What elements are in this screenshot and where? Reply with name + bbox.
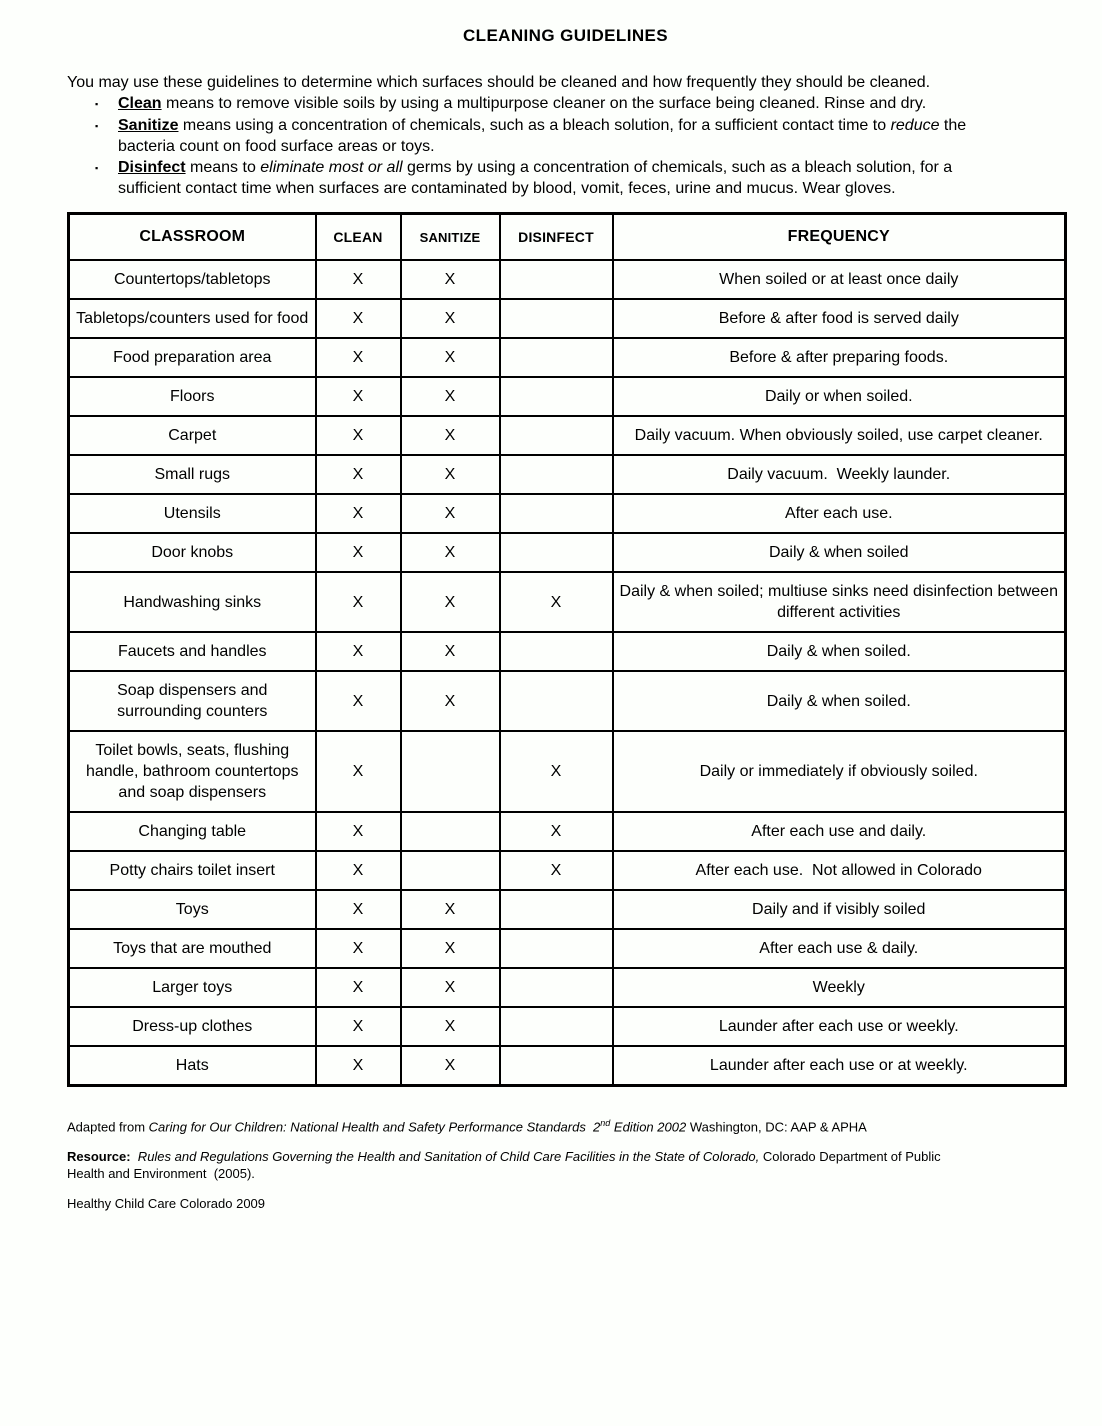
cell-clean: X [316, 377, 401, 416]
cell-clean: X [316, 260, 401, 299]
table-row [69, 812, 1066, 851]
credit-line: Healthy Child Care Colorado 2009 [67, 1196, 266, 1212]
bullet-square-icon: ▪ [95, 121, 99, 131]
cell-sanitize: X [401, 299, 500, 338]
table-header [69, 214, 1066, 261]
cell-disinfect [500, 260, 613, 299]
adapted-edition-superscript: nd [600, 1118, 611, 1128]
cell-frequency: Daily & when soiled [613, 533, 1066, 572]
resource-note [67, 1148, 972, 1182]
definition-body-rest: germs by using a concentration of chemicals, such as a bleach solution, for a sufficient contact time when surfaces are contaminated by blood, vomit, feces, urine and mucus. Wear gloves. [118, 159, 953, 197]
table-row [69, 1007, 1066, 1046]
cell-clean: X [316, 533, 401, 572]
bullet-square-icon: ▪ [95, 99, 99, 109]
cell-frequency: Daily and if visibly soiled [613, 890, 1066, 929]
cell-sanitize: X [401, 632, 500, 671]
cell-surface: Small rugs [69, 455, 316, 494]
table-row [69, 890, 1066, 929]
cell-disinfect [500, 299, 613, 338]
cell-clean: X [316, 890, 401, 929]
adapted-edition: Edition 2002 [610, 1119, 687, 1135]
cell-surface: Larger toys [69, 968, 316, 1007]
header-disinfect: DISINFECT [500, 214, 613, 261]
cell-sanitize: X [401, 929, 500, 968]
table-row [69, 533, 1066, 572]
cell-disinfect [500, 632, 613, 671]
table-body [69, 260, 1066, 1086]
cell-sanitize: X [401, 533, 500, 572]
definition-item-disinfect [95, 157, 1000, 199]
page-title: CLEANING GUIDELINES [462, 26, 668, 45]
cell-surface: Soap dispensers and surrounding counters [69, 671, 316, 731]
table-row [69, 377, 1066, 416]
cell-disinfect [500, 671, 613, 731]
cell-frequency: After each use and daily. [613, 812, 1066, 851]
adapted-prefix: Adapted from [67, 1119, 149, 1135]
table-row [69, 338, 1066, 377]
cell-disinfect [500, 416, 613, 455]
cell-disinfect [500, 1046, 613, 1086]
definition-item-clean [95, 93, 1000, 115]
resource-publisher: Colorado Department of Public Health and Environment (2005). [67, 1149, 945, 1182]
cell-sanitize: X [401, 1007, 500, 1046]
adapted-source-title: Caring for Our Children: National Health and Safety Performance Standards 2 [148, 1119, 601, 1135]
cell-clean: X [316, 338, 401, 377]
cell-sanitize: X [401, 494, 500, 533]
cell-surface: Hats [69, 1046, 316, 1086]
definition-text [118, 157, 1000, 199]
cell-sanitize: X [401, 1046, 500, 1086]
cell-clean: X [316, 1007, 401, 1046]
table-row [69, 968, 1066, 1007]
table-row [69, 494, 1066, 533]
cell-frequency: Before & after food is served daily [613, 299, 1066, 338]
cell-frequency: When soiled or at least once daily [613, 260, 1066, 299]
cell-surface: Toys that are mouthed [69, 929, 316, 968]
cell-frequency: Daily & when soiled; multiuse sinks need disinfection between different activities [613, 572, 1066, 632]
cell-sanitize: X [401, 338, 500, 377]
adapted-publisher: Washington, DC: AAP & APHA [686, 1119, 867, 1135]
cell-clean: X [316, 416, 401, 455]
cell-surface: Dress-up clothes [69, 1007, 316, 1046]
cell-disinfect [500, 968, 613, 1007]
cell-disinfect [500, 929, 613, 968]
cell-sanitize: X [401, 572, 500, 632]
table-row [69, 299, 1066, 338]
cell-surface: Utensils [69, 494, 316, 533]
cell-sanitize: X [401, 377, 500, 416]
cell-frequency: After each use. [613, 494, 1066, 533]
table-row [69, 572, 1066, 632]
cell-frequency: After each use. Not allowed in Colorado [613, 851, 1066, 890]
definition-body-rest: the bacteria count on food surface areas or toys. [118, 117, 967, 155]
header-sanitize: SANITIZE [401, 214, 500, 261]
table-row [69, 671, 1066, 731]
definition-term: Sanitize [118, 117, 179, 134]
cell-clean: X [316, 455, 401, 494]
cell-disinfect: X [500, 572, 613, 632]
resource-label: Resource: [67, 1149, 131, 1165]
header-clean: CLEAN [316, 214, 401, 261]
table-row [69, 632, 1066, 671]
cell-frequency: After each use & daily. [613, 929, 1066, 968]
header-frequency: FREQUENCY [613, 214, 1066, 261]
cell-surface: Floors [69, 377, 316, 416]
cell-frequency: Weekly [613, 968, 1066, 1007]
cell-clean: X [316, 968, 401, 1007]
definition-text [118, 115, 1000, 157]
cell-sanitize [401, 851, 500, 890]
table-row [69, 929, 1066, 968]
definitions-list [67, 93, 1000, 199]
cell-surface: Toys [69, 890, 316, 929]
cell-disinfect: X [500, 851, 613, 890]
cell-frequency: Daily & when soiled. [613, 671, 1066, 731]
cell-sanitize: X [401, 416, 500, 455]
cell-sanitize [401, 731, 500, 812]
cell-sanitize [401, 812, 500, 851]
cell-disinfect: X [500, 812, 613, 851]
cell-sanitize: X [401, 968, 500, 1007]
cell-disinfect [500, 533, 613, 572]
header-classroom: CLASSROOM [69, 214, 316, 261]
cell-surface: Handwashing sinks [69, 572, 316, 632]
cell-clean: X [316, 572, 401, 632]
definition-body: means to remove visible soils by using a multipurpose cleaner on the surface being cleaned. Rinse and dry. [161, 95, 927, 112]
cell-surface: Tabletops/counters used for food [69, 299, 316, 338]
cell-surface: Food preparation area [69, 338, 316, 377]
definition-text [118, 93, 1000, 114]
cell-disinfect [500, 494, 613, 533]
cell-sanitize: X [401, 260, 500, 299]
definition-term: Disinfect [118, 159, 186, 176]
cell-sanitize: X [401, 890, 500, 929]
cell-sanitize: X [401, 455, 500, 494]
cell-frequency: Daily vacuum. Weekly launder. [613, 455, 1066, 494]
cell-surface: Changing table [69, 812, 316, 851]
table-header-row [69, 214, 1066, 261]
cell-surface: Door knobs [69, 533, 316, 572]
cell-disinfect [500, 1007, 613, 1046]
table-row [69, 416, 1066, 455]
cell-frequency: Daily or immediately if obviously soiled. [613, 731, 1066, 812]
table-row [69, 731, 1066, 812]
cell-disinfect: X [500, 731, 613, 812]
cell-disinfect [500, 890, 613, 929]
definition-body: means using a concentration of chemicals, such as a bleach solution, for a sufficient contact time to [178, 117, 891, 134]
cell-disinfect [500, 377, 613, 416]
cell-frequency: Launder after each use or at weekly. [613, 1046, 1066, 1086]
definition-body: means to [185, 159, 261, 176]
cell-clean: X [316, 812, 401, 851]
resource-title: Rules and Regulations Governing the Health and Sanitation of Child Care Facilities in the State of Colorado, [130, 1149, 760, 1165]
adapted-from-note [67, 1115, 1027, 1135]
cell-clean: X [316, 731, 401, 812]
table-row [69, 455, 1066, 494]
cell-surface: Toilet bowls, seats, flushing handle, bathroom countertops and soap dispensers [69, 731, 316, 812]
cell-clean: X [316, 1046, 401, 1086]
cell-frequency: Daily & when soiled. [613, 632, 1066, 671]
definition-italic: reduce [890, 117, 940, 134]
cell-surface: Countertops/tabletops [69, 260, 316, 299]
cell-clean: X [316, 929, 401, 968]
cell-surface: Faucets and handles [69, 632, 316, 671]
cell-frequency: Daily or when soiled. [613, 377, 1066, 416]
cell-clean: X [316, 671, 401, 731]
cell-surface: Potty chairs toilet insert [69, 851, 316, 890]
table-row [69, 260, 1066, 299]
cell-frequency: Daily vacuum. When obviously soiled, use carpet cleaner. [613, 416, 1066, 455]
table-row [69, 1046, 1066, 1086]
cell-clean: X [316, 299, 401, 338]
cell-frequency: Launder after each use or weekly. [613, 1007, 1066, 1046]
cell-clean: X [316, 632, 401, 671]
cleaning-guidelines-table [67, 212, 1067, 1087]
cell-disinfect [500, 338, 613, 377]
cell-surface: Carpet [69, 416, 316, 455]
cell-disinfect [500, 455, 613, 494]
definition-item-sanitize [95, 115, 1000, 157]
cell-clean: X [316, 494, 401, 533]
cell-sanitize: X [401, 671, 500, 731]
definition-italic: eliminate most or all [260, 159, 403, 176]
cell-clean: X [316, 851, 401, 890]
bullet-square-icon: ▪ [95, 163, 99, 173]
table-row [69, 851, 1066, 890]
intro-paragraph: You may use these guidelines to determine which surfaces should be cleaned and how frequently they should be cleaned. [67, 74, 931, 91]
cell-frequency: Before & after preparing foods. [613, 338, 1066, 377]
definition-term: Clean [118, 95, 162, 112]
